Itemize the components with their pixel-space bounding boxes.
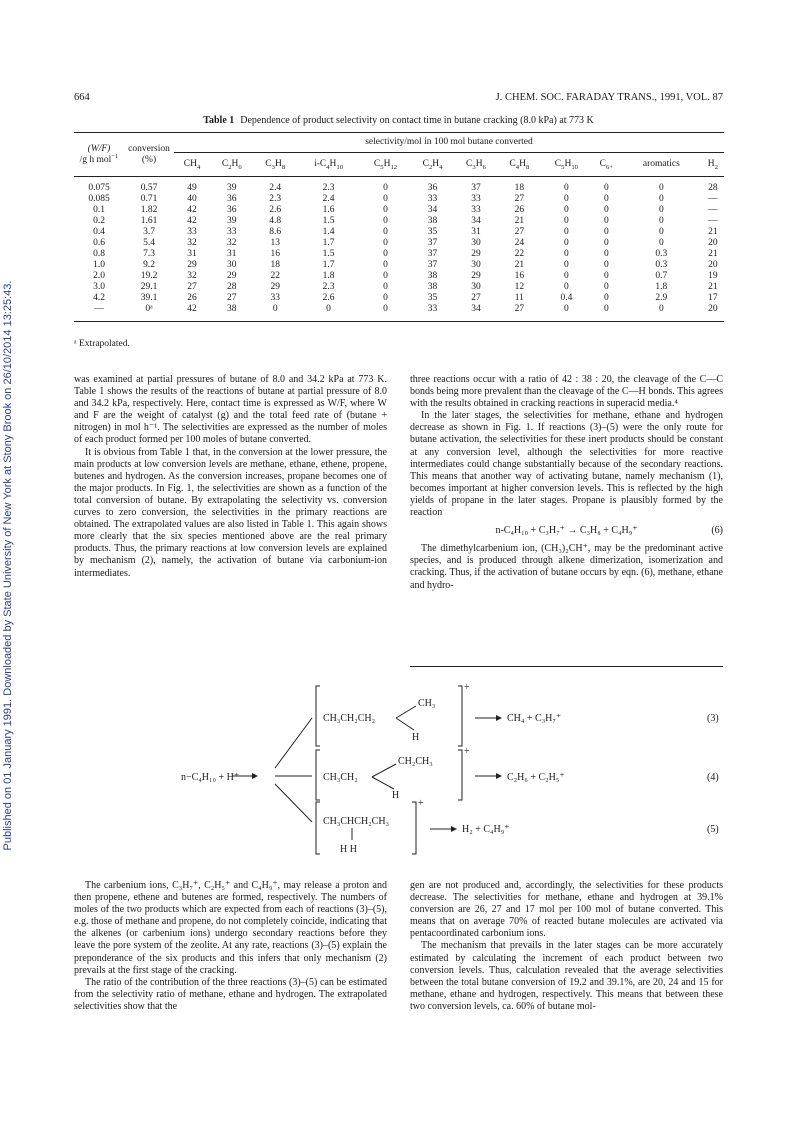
table-cell: 0	[383, 216, 388, 226]
table-cell: 2.6	[322, 293, 335, 303]
table-cell: 0	[564, 271, 569, 281]
table-cell: 2.6	[269, 205, 282, 215]
r4-top: CH₂CH₃	[398, 756, 433, 767]
column-end-rule	[410, 666, 723, 667]
table-cell: 38	[427, 282, 438, 292]
table-cell: 21	[514, 260, 525, 270]
table-cell: 4.2	[93, 293, 105, 303]
table-cell: 30	[227, 260, 237, 270]
table-cell: 35	[427, 227, 438, 237]
table-cell: 0	[658, 205, 664, 215]
table-cell: 36	[227, 194, 237, 204]
table-cell: 27	[514, 227, 525, 237]
reactant: n−C₄H₁₀ + H⁺	[181, 772, 240, 783]
table-row	[74, 194, 724, 205]
table-cell: 0	[658, 304, 664, 314]
table-cell: 2.4	[269, 183, 282, 193]
table-cell: 33	[427, 194, 438, 204]
table-cell: 2.3	[322, 183, 335, 193]
table-cell: 34	[471, 216, 481, 226]
table-cell: 29	[471, 249, 481, 259]
table-cell: 31	[227, 249, 237, 259]
page-number: 664	[74, 92, 90, 103]
table-cell: 0.6	[93, 238, 105, 248]
col-header-h2: $H_2$	[702, 153, 724, 177]
bracket-left-5	[316, 802, 320, 854]
right-column	[410, 374, 723, 592]
table-cell: 0	[658, 238, 664, 248]
table-row	[74, 271, 724, 282]
table-cell: 38	[427, 216, 438, 226]
equation-6	[410, 525, 723, 537]
table-cell: 12	[514, 282, 525, 292]
table-cell: 0	[564, 282, 569, 292]
equation-6-number: (6)	[711, 525, 723, 537]
r3-h: H	[412, 732, 420, 743]
r3-products: CH₄ + C₃H₇⁺	[507, 713, 562, 724]
r4-products: C₂H₆ + C₂H₅⁺	[507, 772, 565, 783]
r4-h: H	[392, 790, 400, 801]
table-row	[74, 177, 724, 195]
journal-header: J. CHEM. SOC. FARADAY TRANS., 1991, VOL. 87	[495, 92, 723, 103]
table-cell: 1.8	[655, 282, 668, 292]
table-cell: 17	[708, 293, 718, 303]
table-cell: —	[94, 304, 104, 314]
table-cell: 29	[471, 271, 481, 281]
r4-charge: +	[464, 746, 470, 757]
col-header-aromatics: aromatics	[621, 153, 702, 177]
branch-line-5	[275, 784, 312, 822]
table-cell: 39	[227, 216, 237, 226]
table-cell: 31	[187, 249, 197, 259]
col-header-c2h6: $C_2H_6$	[210, 153, 253, 177]
table-cell: 0	[603, 249, 609, 259]
table-cell: 0	[383, 271, 388, 281]
table-cell: 1.5	[322, 249, 335, 259]
col-header-ch4: $CH_4$	[174, 153, 210, 177]
table-cell: 16	[514, 271, 525, 281]
table-cell: 0	[658, 194, 664, 204]
table-cell: 0	[564, 205, 569, 215]
table-cell: 0	[383, 194, 388, 204]
table-cell: 1.61	[140, 216, 158, 226]
col-header-c4h8: $C_4H_8$	[498, 153, 541, 177]
r4-ion: CH₃CH₂	[323, 772, 358, 783]
table-label: Table 1	[203, 115, 235, 126]
table-cell: 2.0	[93, 271, 105, 281]
table-cell: 30	[471, 282, 481, 292]
table-cell: 0	[383, 304, 388, 314]
table-cell: 42	[187, 205, 197, 215]
col-header-c2h4: $C_2H_4$	[411, 153, 454, 177]
table-cell: 24	[514, 238, 525, 248]
table-cell: 29	[270, 282, 280, 292]
table-cell: 0.3	[655, 260, 668, 270]
table-cell: 29	[227, 271, 237, 281]
table-cell: 13	[270, 238, 280, 248]
paragraph: The mechanism that prevails in the later stages can be more accurately estimated by calculating the increment of each product between two conversion levels. Thus, calculation revealed that the average selectivities between the total butane conversion of 19.2 and 39.1%, are 20, 24 and 15 for methane, ethane and hydrogen, respectively. This means that between these two conversion levels, ca. 60% of butane mol-	[410, 940, 723, 1012]
table-cell: 0.8	[93, 249, 105, 259]
bottom-right-column	[410, 880, 723, 1013]
table-cell: 0	[383, 227, 388, 237]
table-cell: 0	[603, 205, 609, 215]
table-cell: 0	[603, 293, 609, 303]
table-cell: 37	[427, 238, 438, 248]
table-cell: 0	[383, 205, 388, 215]
paragraph: three reactions occur with a ratio of 42 : 38 : 20, the cleavage of the C—C bonds being more prevalent than the cleavage of the C—H bonds. This agrees with the results obtained in cracking reactions in superacid media.⁴	[410, 374, 723, 410]
table-cell: 0	[564, 304, 569, 314]
table-row	[74, 282, 724, 293]
table-row	[74, 249, 724, 260]
r3-ion: CH₃CH₂CH₂	[323, 713, 376, 724]
table-cell: 19.2	[140, 271, 158, 281]
table-cell: 0	[603, 304, 609, 314]
r3-charge: +	[464, 682, 470, 693]
table-cell: 26	[514, 205, 525, 215]
table-cell: 0	[564, 227, 569, 237]
table-cell: 0.71	[140, 194, 158, 204]
table-cell: 30	[471, 238, 481, 248]
bottom-left-column	[74, 880, 387, 1013]
table-cell: 33	[471, 194, 481, 204]
table-cell: 16	[270, 249, 280, 259]
table-cell: 35	[427, 293, 438, 303]
table-cell: 32	[187, 271, 197, 281]
table-cell: 27	[187, 282, 197, 292]
paragraph: In the later stages, the selectivities for methane, ethane and hydrogen decrease as shown in Fig. 1. If reactions (3)–(5) were the only route for butane activation, the selectivities for these inert products should be constant at any conversion level, although the selectivities for more reactive intermediates could change substantially because of the secondary reactions. This means that another way of activating butane, namely mechanism (1), becomes important at higher conversion levels. This is reflected by the high yields of propane in the later stages. Propane is plausibly formed by the reaction	[410, 410, 723, 519]
group-header: selectivity/mol in 100 mol butane converted	[174, 133, 724, 153]
table-cell: 29.1	[140, 282, 158, 292]
table-cell: —	[708, 216, 718, 226]
table-cell: 4.8	[269, 216, 282, 226]
table-cell: 7.3	[143, 249, 155, 259]
table-footnote: ᵃ Extrapolated.	[74, 339, 130, 349]
table-cell: 18	[514, 183, 525, 193]
table-row	[74, 238, 724, 249]
table-row	[74, 304, 724, 322]
bracket-left-4	[316, 750, 320, 800]
table-cell: 0	[603, 260, 609, 270]
table-cell: 0	[326, 304, 331, 314]
table-cell: 40	[187, 194, 197, 204]
r5-number: (5)	[707, 824, 719, 835]
table-cell: 0.4	[560, 293, 573, 303]
table-cell: 0	[603, 282, 609, 292]
col-header-conversion: conversion (%)	[124, 133, 174, 177]
table-cell: 11	[514, 293, 524, 303]
table-row	[74, 216, 724, 227]
table-cell: 3.0	[93, 282, 105, 292]
table-cell: 0	[603, 216, 609, 226]
table-cell: 18	[270, 260, 280, 270]
table-cell: 0.7	[655, 271, 668, 281]
table-cell: 2.4	[322, 194, 335, 204]
table-cell: 0	[603, 194, 609, 204]
table-cell: 0.085	[88, 194, 110, 204]
paragraph: It is obvious from Table 1 that, in the conversion at the lower pressure, the main products at low conversion levels are methane, ethane, ethene, propene, butenes and hydrogen. As the conversion increases, propane becomes one of the major products. In Fig. 1, the selectivities are shown as a function of the total conversion of butane. By extrapolating the selectivity vs. conversion curves to zero conversion, the selectivities in the primary reactions are obtained. The extrapolated values are also listed in Table 1. This again shows more clearly that the six species mentioned above are the real primary products. Thus, the primary reactions at low conversion levels are explained by mechanism (2), namely, the activation of butane via carbonium-ion intermediates.	[74, 446, 387, 579]
table-cell: 9.2	[143, 260, 155, 270]
table-cell: 1.7	[322, 238, 335, 248]
table-cell: 0.57	[140, 183, 158, 193]
table-cell: 0	[603, 238, 609, 248]
table-cell: 0	[658, 183, 664, 193]
table-cell: 0	[383, 238, 388, 248]
table-cell: 33	[471, 205, 481, 215]
bracket-right-4	[458, 750, 462, 800]
download-side-note: Published on 01 January 1991. Downloaded by State University of New York at Stony Brook on 26/10/2014 13:25:43.	[2, 280, 14, 851]
table-cell: 1.4	[322, 227, 335, 237]
table-cell: 36	[227, 205, 237, 215]
table-cell: 2.3	[269, 194, 282, 204]
selectivity-table	[74, 132, 724, 322]
bracket-right-5	[412, 802, 416, 854]
table-cell: 0.1	[93, 205, 105, 215]
table-cell: 39.1	[140, 293, 158, 303]
table-cell: 0	[658, 227, 664, 237]
table-cell: 38	[227, 304, 237, 314]
table-cell: 21	[708, 282, 718, 292]
table-cell: 42	[187, 304, 197, 314]
col-header-c6plus: $C_{6+}$	[592, 153, 621, 177]
paragraph: The ratio of the contribution of the three reactions (3)–(5) can be estimated from the selectivity ratio of methane, ethane and hydrogen. The extrapolated selectivities show that the	[74, 976, 387, 1012]
table-cell: 22	[270, 271, 280, 281]
table-row	[74, 260, 724, 271]
table-cell: 21	[514, 216, 525, 226]
table-cell: 0	[658, 216, 664, 226]
table-cell: 1.7	[322, 260, 335, 270]
table-cell: 0	[564, 216, 569, 226]
paragraph: gen are not produced and, accordingly, the selectivities for these products decrease. The selectivities for methane, ethane and hydrogen at 39.1% conversion are 26, 27 and 17 mol per 100 mol of butane converted. This means that on average 70% of reacted butane molecules are activated via pentacoordinated carbonium ions.	[410, 880, 723, 940]
table-cell: 20	[708, 238, 718, 248]
col-header-c3h6: $C_3H_6$	[454, 153, 497, 177]
table-cell: 0	[564, 238, 569, 248]
table-cell: 0	[564, 194, 569, 204]
table-cell: 49	[187, 183, 197, 193]
table-cell: 34	[471, 304, 481, 314]
table-cell: 27	[227, 293, 237, 303]
table-cell: 0	[603, 271, 609, 281]
bracket-right-3	[458, 686, 462, 746]
col-header-c3h8: $C_3H_8$	[254, 153, 297, 177]
table-cell: 1.8	[322, 271, 335, 281]
table-cell: —	[708, 205, 718, 215]
table-cell: 21	[708, 227, 718, 237]
branch-line-3	[275, 718, 312, 768]
col-header-ic4h10: $i-C_4H_{10}$	[297, 153, 360, 177]
table-cell: 28	[227, 282, 237, 292]
table-cell: 0	[383, 293, 388, 303]
table-cell: 8.6	[269, 227, 282, 237]
table-cell: 0.075	[88, 183, 110, 193]
table-cell: 32	[187, 238, 197, 248]
table-cell: 20	[708, 304, 718, 314]
table-cell: 0.2	[93, 216, 105, 226]
table-cell: 0	[564, 249, 569, 259]
table-cell: 1.6	[322, 205, 335, 215]
table-cell: 1.0	[93, 260, 105, 270]
table-cell: 33	[270, 293, 280, 303]
table-cell: 0.4	[93, 227, 105, 237]
table-caption-text: Dependence of product selectivity on contact time in butane cracking (8.0 kPa) at 773 K	[240, 115, 594, 126]
table-cell: 28	[708, 183, 718, 193]
table-cell: 3.7	[143, 227, 155, 237]
col-header-c5h12: $C_5H_{12}$	[360, 153, 411, 177]
table-cell: 29	[187, 260, 197, 270]
table-cell: 37	[471, 183, 481, 193]
table-row	[74, 293, 724, 304]
table-cell: 0ᵃ	[145, 304, 153, 314]
table-cell: 0	[603, 183, 609, 193]
r5-h: H H	[340, 844, 357, 855]
r5-charge: +	[418, 798, 424, 809]
paragraph: The dimethylcarbenium ion, (CH₃)₂CH⁺, may be the predominant active species, and is produced through alkene dimerization, isomerization and cracking. Thus, if the activation of butane occurs by eqn. (6), methane, ethane and hydro-	[410, 543, 723, 591]
table-cell: 32	[227, 238, 237, 248]
table-cell: 26	[187, 293, 197, 303]
table-cell: 22	[514, 249, 525, 259]
table-cell: 2.3	[322, 282, 335, 292]
r3-top: CH₃	[418, 698, 436, 709]
reaction-scheme	[0, 676, 797, 876]
table-cell: 42	[187, 216, 197, 226]
bracket-left-3	[316, 686, 320, 746]
table-cell: 21	[708, 249, 718, 259]
left-column	[74, 374, 387, 580]
table-cell: 0	[564, 260, 569, 270]
table-row	[74, 227, 724, 238]
table-cell: 36	[427, 183, 438, 193]
table-cell: 0	[272, 304, 278, 314]
table-cell: 1.82	[140, 205, 158, 215]
table-cell: 19	[708, 271, 718, 281]
equation-6-text: n-C₄H₁₀ + C₃H₇⁺ → C₃H₈ + C₄H₉⁺	[495, 525, 638, 537]
col-header-wf: (W/F) /g h mol$^{-1}$	[74, 133, 124, 177]
table-cell: 0	[383, 282, 388, 292]
table-cell: 27	[471, 293, 481, 303]
table-cell: 20	[708, 260, 718, 270]
table-cell: 31	[471, 227, 481, 237]
table-cell: 27	[514, 194, 525, 204]
table-cell: 0	[603, 227, 609, 237]
table-cell: 0	[564, 183, 569, 193]
table-cell: 0.3	[655, 249, 668, 259]
table-cell: 0	[383, 260, 388, 270]
table-cell: 0	[383, 249, 388, 259]
table-cell: 33	[187, 227, 197, 237]
col-header-c5h10: $C_5H_{10}$	[541, 153, 592, 177]
table-cell: 5.4	[143, 238, 155, 248]
table-cell: 30	[471, 260, 481, 270]
r3-number: (3)	[707, 713, 719, 724]
r4-number: (4)	[707, 772, 719, 783]
table-cell: 37	[427, 260, 438, 270]
r5-ion: CH₃CHCH₂CH₃	[323, 816, 390, 827]
table-cell: 37	[427, 249, 438, 259]
table-cell: —	[708, 194, 718, 204]
paragraph: The carbenium ions, C₃H₇⁺, C₂H₅⁺ and C₄H₉⁺, may release a proton and then propene, ethene and butenes are formed, respectively. The numbers of moles of the two products which are expected from each of reactions (3)–(5), e.g. those of methane and propene, do not completely coincide, indicating that the alkenes (or carbenium ions) undergo secondary reactions before they leave the pore system of the zeolite. At any rate, reactions (3)–(5) explain the preponderance of the six products and this infers that only mechanism (2) prevails at the first stage of the cracking.	[74, 880, 387, 976]
table-cell: 2.9	[655, 293, 668, 303]
table-cell: 39	[227, 183, 237, 193]
table-cell: 33	[427, 304, 438, 314]
table-caption	[0, 115, 797, 126]
r5-products: H₂ + C₄H₉⁺	[462, 824, 510, 835]
table-cell: 0	[383, 183, 388, 193]
table-cell: 27	[514, 304, 525, 314]
table-row	[74, 205, 724, 216]
paragraph: was examined at partial pressures of butane of 8.0 and 34.2 kPa at 773 K. Table 1 shows the results of the reactions of butane at partial pressure of 8.0 and 34.2 kPa, respectively. Here, contact time is expressed as W/F, where W and F are the weight of catalyst (g) and the total feed rate of (butane + nitrogen) in mol h⁻¹. The selectivities are expressed as the number of moles of each product formed per 100 moles of butane converted.	[74, 374, 387, 446]
table-cell: 1.5	[322, 216, 335, 226]
table-cell: 38	[427, 271, 438, 281]
table-cell: 33	[227, 227, 237, 237]
table-cell: 34	[427, 205, 438, 215]
